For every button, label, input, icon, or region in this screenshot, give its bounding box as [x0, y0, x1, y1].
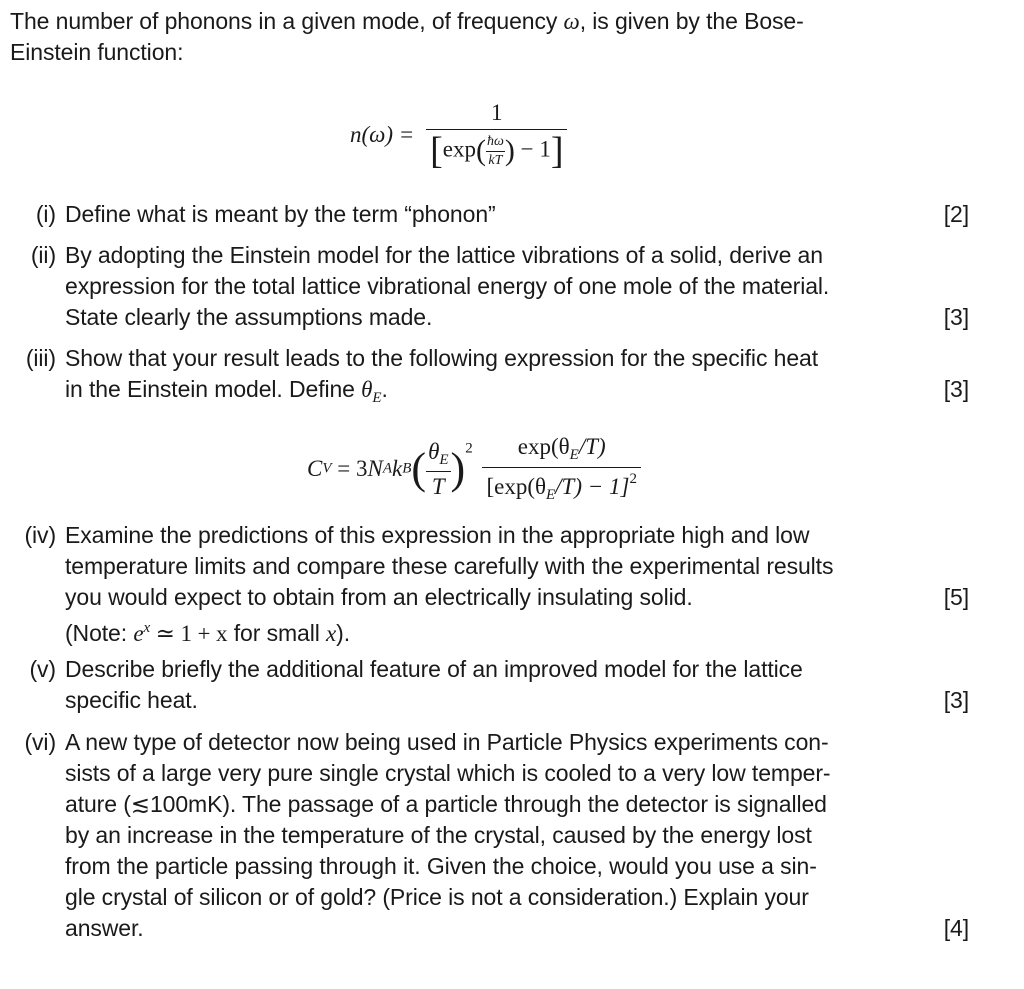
equation-denominator: [exp( $\frac{ħ\omega}{kT}$ ) − 1] [426, 129, 567, 170]
intro-paragraph [10, 6, 804, 68]
einstein-specific-heat-equation: CV = 3NAkB( $\frac{\theta_E}{T}$ )$^2$ $\frac{\exp(\theta_E/T)}{[\exp(\theta_E/T) - 1]^2}$ [307, 434, 641, 504]
theta-fraction: $\frac{\theta_E}{T}$ [428, 438, 449, 499]
equation-fraction [426, 100, 567, 170]
equation-numerator: 1 [491, 100, 503, 125]
equation-lhs: n(ω) = [350, 122, 415, 147]
mark: [4] [943, 915, 969, 941]
intro-line-2: Einstein function: [10, 39, 184, 65]
mark: [3] [943, 687, 969, 713]
mark: [2] [943, 201, 969, 227]
exp-fraction: $\frac{\exp(\theta_E/T)}{[\exp(\theta_E/T) - 1]^2}$ [482, 434, 641, 504]
mark: [3] [943, 376, 969, 402]
mark: [3] [943, 304, 969, 330]
mark: [5] [943, 584, 969, 610]
bose-einstein-equation [350, 100, 567, 170]
inner-fraction: $\frac{ħ\omega}{kT}$ [486, 133, 504, 168]
intro-line-1: The number of phonons in a given mode, of frequency ω, is given by the Bose- [10, 8, 804, 34]
exam-page: The number of phonons in a given mode, of frequency ω, is given by the Bose- Einstein function: n(ω) = 1 [exp( $\frac{ħ\omega}{kT}$ ) − 1] (i) Define what is meant by the term “phonon” [2] (ii) By adopting the Einstein model for the lattice vibrations of a solid, derive an expression for the total lattice vibrational energy of one mole of the material. State clearly the assumptions made. [3] (iii) Show that your result leads to the following expression for the specific heat in the Einstein model. Define $\theta_E$. [3] CV = 3NAkB( $\frac{\theta_E}{T}$ )$^2$ $\frac{\exp(\theta_E/T)}{[\exp(\theta_E/T) - 1]^2}$ (iv) Examine the predictions of this expression in the appropriate high and low temperature limits and compare these carefully with the experimental results you would expect to obtain from an electrically insulating solid. (Note: $e^x$ ≃ 1 + x for small x). [5] (v) Describe briefly the additional feature of an improved model for the lattice specific heat. [3] (vi) A new type of detector now being used in Particle Physics experiments con- sists of a large very pure single crystal which is cooled to a very low temper- ature (≲100mK). The passage of a particle through the detector is signalled by an increase in the temperature of the crystal, caused by the energy lost from the particle passing through it. Given the choice, would you use a sin- gle crystal of silicon or of gold? (Price is not a consideration.) Explain your answer. [4] [0, 0, 1024, 989]
